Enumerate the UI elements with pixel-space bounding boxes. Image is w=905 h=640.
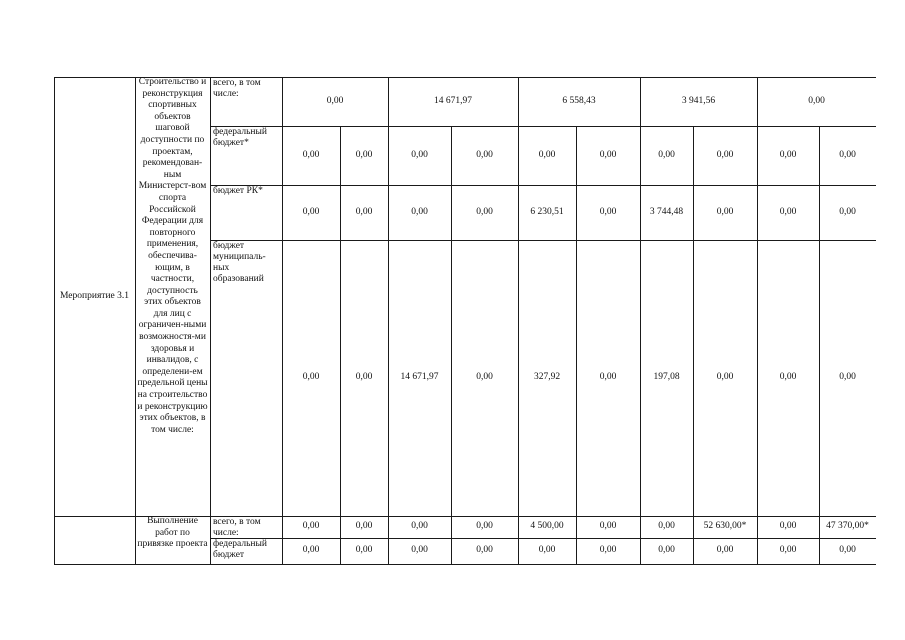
value-cell: 4 500,00 [530,521,564,532]
description-cell-1 [135,77,210,516]
value-cell: 0,00 [839,149,856,160]
value-cell: 0,00 [599,206,617,217]
value-cell: 0,00 [779,149,797,160]
value-cell: 0,00 [302,372,320,383]
value-cell: 0,00 [839,206,856,217]
value-cell: 0,00 [779,372,797,383]
value-cell: 0,00 [839,545,856,556]
value-cell: 0,00 [476,372,493,383]
value-cell: 0,00 [476,545,493,556]
value-cell: 0,00 [716,149,734,160]
value-cell: 3 744,48 [649,206,684,217]
value-cell: 0,00 [779,206,797,217]
value-cell: 0,00 [411,545,428,556]
value-cell: 0,00 [716,372,734,383]
funding-source-label: всего, в том числе: [213,78,261,99]
value-cell: 0,00 [658,149,675,160]
value-cell: 14 671,97 [400,372,439,383]
value-cell: 0,00 [476,521,493,532]
value-cell: 0,00 [302,545,320,556]
value-cell: 0,00 [658,521,675,532]
value-cell: 0,00 [411,149,428,160]
event-label: Мероприятие 3.1 [59,290,130,301]
value-cell: 0,00 [716,206,734,217]
year-total-cell: 6 558,43 [562,95,596,106]
value-cell: 0,00 [302,206,320,217]
funding-source-label: бюджет РК* [213,186,263,196]
value-cell: 0,00 [355,372,373,383]
value-cell: 0,00 [538,545,556,556]
value-cell: 0,00 [658,545,675,556]
description-text-1: Строительство и реконструкция спортивных объектов шаговой доступности по проектам, рекомендован-ным Министерст-вом спорта Российской Федерации для повторного применения, обеспечива-ющим, в частности, доступность этих объектов для лиц с ограничен-ными возможностя-ми здоровья и инвалидов, с определени-ем предельной цены на строительство и реконструкцию этих объектов, в том числе: [137,77,208,435]
funding-source-label: федеральный бюджет [213,539,267,560]
value-cell: 0,00 [599,545,617,556]
value-cell: 0,00 [355,149,373,160]
year-total-cell: 3 941,56 [681,95,716,106]
event-label-cell [54,77,135,516]
value-cell: 0,00 [302,149,320,160]
year-total-cell: 0,00 [808,95,825,106]
value-cell: 0,00 [599,372,617,383]
year-total-cell: 14 671,97 [434,95,472,106]
funding-source-label: бюджет муниципаль-ных образований [213,241,266,284]
funding-source-label: федеральный бюджет* [213,127,267,148]
value-cell: 52 630,00* [703,521,747,532]
value-cell: 0,00 [302,521,320,532]
value-cell: 47 370,00* [826,521,869,532]
value-cell: 6 230,51 [530,206,564,217]
value-cell: 0,00 [355,206,373,217]
value-cell: 0,00 [538,149,556,160]
value-cell: 0,00 [411,521,428,532]
value-cell: 0,00 [779,521,797,532]
value-cell: 0,00 [355,521,373,532]
value-cell: 0,00 [716,545,734,556]
value-cell: 0,00 [599,149,617,160]
value-cell: 0,00 [476,149,493,160]
value-cell: 0,00 [411,206,428,217]
value-cell: 0,00 [476,206,493,217]
value-cell: 327,92 [533,372,561,383]
value-cell: 0,00 [779,545,797,556]
value-cell: 0,00 [599,521,617,532]
year-total-cell: 0,00 [326,95,344,106]
description-text-2: Выполнение работ по привязке проекта [137,516,208,550]
funding-source-label: всего, в том числе: [213,517,261,538]
value-cell: 0,00 [839,372,856,383]
description-cell-2 [135,516,210,564]
grid-line-h [54,564,876,565]
value-cell: 197,08 [653,372,680,383]
value-cell: 0,00 [355,545,373,556]
